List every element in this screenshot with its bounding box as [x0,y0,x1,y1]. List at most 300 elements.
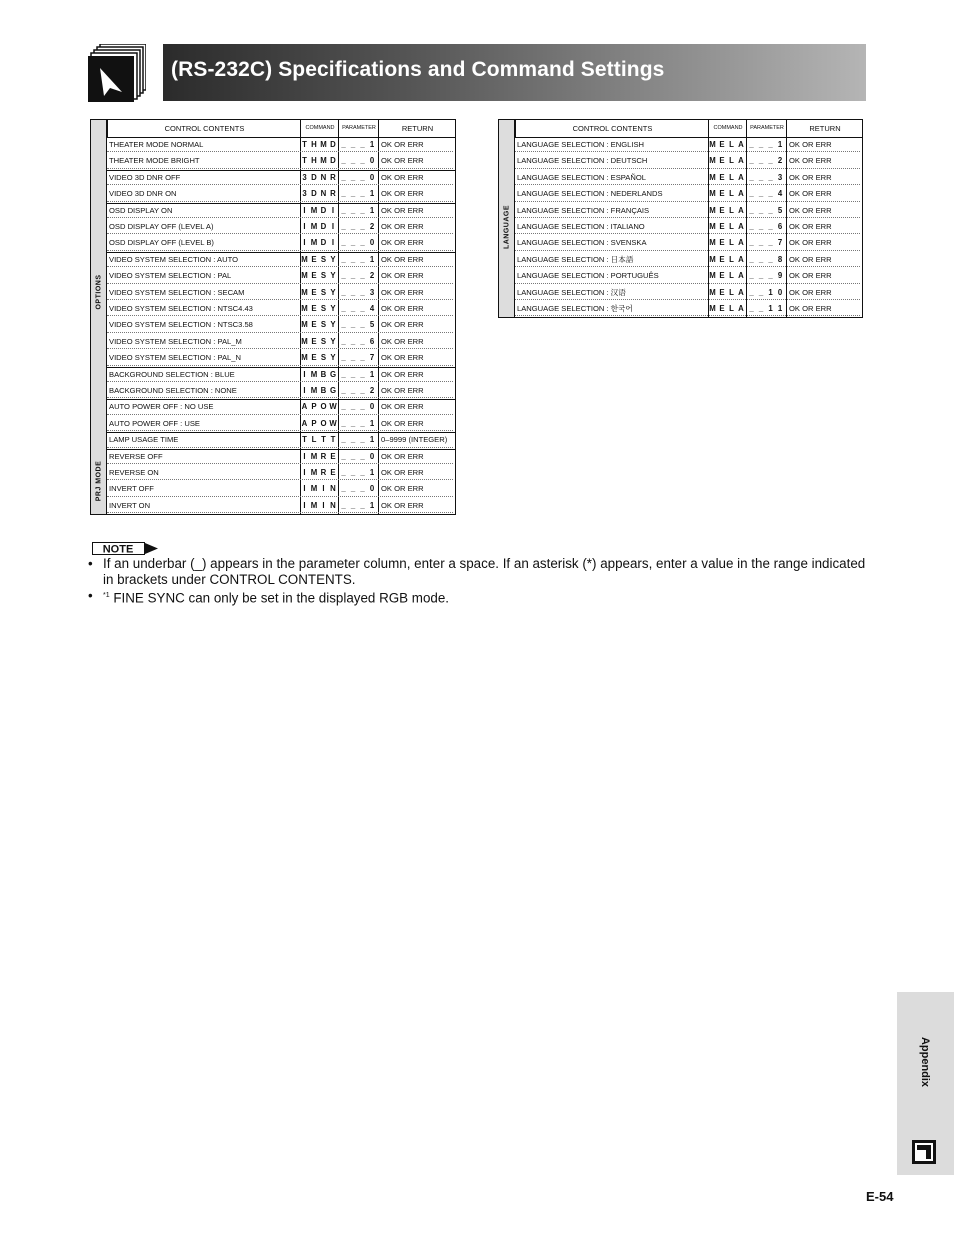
parameter-char: _ [350,353,356,363]
command-char: Y [330,287,336,297]
return-cell: OK OR ERR [381,336,424,346]
table-row [515,301,862,317]
parameter-char: _ [758,156,764,166]
header-parameter: PARAMETER [338,120,379,137]
parameter-char: _ [758,140,764,149]
table-header [499,120,862,138]
parameter-char: 1 [768,287,773,297]
command-char: L [729,172,734,182]
command-char: P [311,402,317,412]
parameter-char: 0 [369,172,375,182]
parameter-char: 1 [369,500,375,510]
note-bullet: • If an underbar (_) appears in the parameter column, enter a space. If an asterisk (*) appears, enter a value in the range indicated in brackets under CONTROL CONTENTS. [88,556,866,587]
control-contents-cell: VIDEO SYSTEM SELECTION : PAL_M [109,336,242,346]
command-char: A [738,140,744,149]
header-return: RETURN [378,120,456,137]
command-char: M [310,386,318,395]
control-contents-cell: THEATER MODE NORMAL [109,140,204,149]
parameter-char: 2 [369,271,375,281]
control-contents-cell: LANGUAGE SELECTION : ESPAÑOL [517,172,646,182]
control-contents-cell: LANGUAGE SELECTION : 日本語 [517,254,634,264]
command-char: A [738,189,744,199]
parameter-char: _ [341,418,346,428]
parameter-char: 0 [369,484,375,494]
parameter-char: 0 [369,402,375,412]
command-char: M [310,500,318,510]
parameter-char: _ [341,386,346,395]
parameter-char: _ [360,451,365,461]
parameter-char: _ [350,451,356,461]
return-cell: OK OR ERR [381,468,424,477]
command-char: A [738,222,744,231]
category-language [499,120,515,317]
table-row [107,481,455,497]
command-char: A [738,238,744,248]
parameter-char: _ [360,205,365,215]
command-char: M [709,205,716,215]
parameter-char: _ [341,222,346,231]
command-char: 3 [302,172,307,182]
parameter-char: _ [350,435,356,445]
return-cell: OK OR ERR [381,369,424,379]
control-contents-cell: AUTO POWER OFF : USE [109,418,200,428]
table-row [107,203,455,219]
command-char: S [320,320,327,330]
parameter-char: _ [360,304,365,313]
parameter-char: _ [350,140,356,149]
command-char: M [310,468,318,477]
parameter-char: _ [341,468,346,477]
parameter-char: _ [360,435,365,445]
table-row [107,186,455,202]
parameter-char: 7 [777,238,783,248]
parameter-char: 0 [369,451,375,461]
parameter-char: _ [360,254,365,264]
command-char: M [709,287,716,297]
parameter-char: _ [350,386,356,395]
command-char: R [320,468,327,477]
parameter-char: 7 [369,353,375,363]
command-char: L [729,287,734,297]
command-char: N [330,484,336,494]
command-char: T [302,140,307,149]
control-contents-cell: VIDEO SYSTEM SELECTION : PAL_N [109,353,241,363]
parameter-char: _ [341,205,346,215]
table-row [107,317,455,333]
parameter-char: 5 [369,320,375,330]
table-row [515,186,862,202]
parameter-char: 1 [369,140,375,149]
parameter-char: _ [341,320,346,330]
parameter-char: _ [341,500,346,510]
parameter-char: 2 [777,156,783,166]
command-char: A [738,304,744,313]
parameter-char: _ [749,189,754,199]
command-char: E [719,222,725,231]
parameter-char: _ [749,304,754,313]
command-char: G [329,369,337,379]
command-char: A [738,287,744,297]
control-contents-cell: INVERT OFF [109,484,154,494]
return-cell: OK OR ERR [381,271,424,281]
command-char: D [311,172,317,182]
command-char: M [310,484,318,494]
return-cell: OK OR ERR [789,304,832,313]
command-char: D [330,140,336,149]
parameter-char: _ [749,140,754,149]
command-char: M [709,189,716,199]
parameter-char: _ [350,238,356,248]
table-row [107,252,455,268]
parameter-char: 5 [777,205,783,215]
language-command-table [498,119,863,318]
command-char: S [320,336,327,346]
command-char: M [301,320,308,330]
control-contents-cell: THEATER MODE BRIGHT [109,156,200,166]
command-char: M [310,369,318,379]
table-row [515,137,862,153]
command-char: S [320,271,327,281]
command-char: Y [330,336,336,346]
group-separator [107,367,455,368]
parameter-char: _ [350,172,356,182]
parameter-char: 8 [777,254,783,264]
parameter-char: _ [360,287,365,297]
command-char: D [320,205,327,215]
parameter-char: _ [749,172,754,182]
parameter-char: 2 [369,222,375,231]
command-char: L [729,304,734,313]
parameter-char: 1 [768,304,773,313]
command-char: E [719,287,725,297]
parameter-char: _ [341,140,346,149]
command-char: W [329,418,337,428]
command-char: I [303,451,306,461]
control-contents-cell: INVERT ON [109,500,151,510]
table-header [91,120,455,138]
control-contents-cell: OSD DISPLAY OFF (LEVEL A) [109,222,214,231]
parameter-char: 1 [369,418,375,428]
control-contents-cell: REVERSE OFF [109,451,163,461]
table-row [107,219,455,235]
command-char: I [303,468,306,477]
command-char: 3 [302,189,307,199]
command-char: M [301,353,308,363]
command-char: Y [330,254,336,264]
parameter-char: _ [360,320,365,330]
command-char: M [301,271,308,281]
return-cell: OK OR ERR [381,484,424,494]
parameter-char: _ [360,172,365,182]
command-char: D [320,238,327,248]
command-char: I [303,386,306,395]
command-char: S [320,254,327,264]
command-char: N [330,500,336,510]
parameter-char: _ [768,140,773,149]
command-char: N [320,172,327,182]
parameter-char: _ [768,172,773,182]
control-contents-cell: LANGUAGE SELECTION : PORTUGUÊS [517,271,659,281]
category-label: PRJ MODE [95,461,102,502]
control-contents-cell: BACKGROUND SELECTION : BLUE [109,369,235,379]
return-cell: OK OR ERR [789,156,832,166]
command-char: A [738,205,744,215]
command-char: H [311,140,317,149]
parameter-char: _ [350,254,356,264]
parameter-char: _ [749,287,754,297]
command-char: E [311,271,317,281]
parameter-char: 4 [369,304,375,313]
table-row [107,416,455,432]
return-cell: OK OR ERR [381,287,424,297]
control-contents-cell: AUTO POWER OFF : NO USE [109,402,214,412]
parameter-char: _ [350,222,356,231]
command-char: M [310,222,318,231]
note-body [88,556,878,606]
parameter-char: 3 [369,287,375,297]
footnote-mark: *1 [103,592,110,599]
command-char: L [729,222,734,231]
parameter-char: _ [350,287,356,297]
parameter-char: 1 [777,140,783,149]
table-row [107,498,455,514]
parameter-char: _ [758,287,764,297]
parameter-char: _ [758,189,764,199]
command-char: D [320,222,327,231]
parameter-char: _ [758,238,764,248]
table-row [515,235,862,251]
parameter-char: _ [768,222,773,231]
command-char: E [311,254,317,264]
command-char: E [330,468,336,477]
table-row [107,350,455,366]
command-char: W [329,402,337,412]
command-char: L [729,254,734,264]
parameter-char: 1 [777,304,783,313]
parameter-char: _ [341,336,346,346]
return-cell: 0–9999 (INTEGER) [381,435,448,445]
parameter-char: _ [350,304,356,313]
table-row [107,399,455,415]
command-char: E [719,304,725,313]
parameter-char: _ [360,402,365,412]
parameter-char: _ [341,402,346,412]
return-cell: OK OR ERR [789,287,832,297]
parameter-char: _ [360,222,365,231]
table-row [107,137,455,153]
return-cell: OK OR ERR [381,189,424,199]
page-number: E-54 [866,1189,894,1204]
command-char: M [709,172,716,182]
command-char: L [729,205,734,215]
section-icon [88,44,146,102]
command-char: L [311,435,317,445]
parameter-char: _ [341,271,346,281]
group-separator [107,170,455,171]
table-row [515,219,862,235]
parameter-char: _ [360,156,365,166]
command-char: E [719,172,725,182]
command-char: M [709,254,716,264]
parameter-char: _ [360,369,365,379]
command-char: I [331,222,335,231]
command-char: A [738,172,744,182]
command-char: I [303,500,306,510]
command-char: M [320,156,327,166]
header-control-contents: CONTROL CONTENTS [107,120,301,137]
command-char: E [311,287,317,297]
control-contents-cell: OSD DISPLAY ON [109,205,173,215]
command-char: S [320,353,327,363]
parameter-char: _ [768,189,773,199]
table-row [107,432,455,448]
command-char: M [301,287,308,297]
parameter-char: 9 [777,271,783,281]
parameter-char: _ [749,238,754,248]
parameter-char: _ [360,484,365,494]
command-char: M [709,156,716,166]
command-char: L [729,189,734,199]
command-char: E [311,320,317,330]
group-separator [107,252,455,253]
parameter-char: _ [341,369,346,379]
appendix-tab [897,992,954,1175]
command-char: D [311,189,317,199]
table-row [515,170,862,186]
parameter-char: _ [758,254,764,264]
category-prj-mode [91,449,107,515]
command-char: I [303,369,306,379]
command-char: M [709,140,716,149]
command-char: M [709,238,716,248]
parameter-char: _ [768,254,773,264]
return-cell: OK OR ERR [789,189,832,199]
command-char: E [719,238,725,248]
command-char: I [303,238,306,248]
parameter-char: _ [768,156,773,166]
control-contents-cell: LAMP USAGE TIME [109,435,179,445]
control-contents-cell: LANGUAGE SELECTION : DEUTSCH [517,156,648,166]
control-contents-cell: LANGUAGE SELECTION : ITALIANO [517,222,645,231]
table-row [107,285,455,301]
control-contents-cell: LANGUAGE SELECTION : ENGLISH [517,140,645,149]
command-char: M [709,222,716,231]
group-separator [107,449,455,450]
return-cell: OK OR ERR [381,222,424,231]
group-separator [107,203,455,204]
command-char: A [738,156,744,166]
table-row [107,465,455,481]
command-char: O [320,418,327,428]
table-row [107,170,455,186]
control-contents-cell: BACKGROUND SELECTION : NONE [109,386,237,395]
command-char: T [302,156,307,166]
command-char: E [311,353,317,363]
command-char: M [310,238,318,248]
command-char: T [302,435,307,445]
parameter-char: 6 [369,336,375,346]
parameter-char: _ [350,500,356,510]
command-char: A [738,271,744,281]
return-cell: OK OR ERR [381,353,424,363]
parameter-char: _ [341,287,346,297]
command-char: E [719,271,725,281]
command-char: B [320,369,327,379]
command-char: E [719,156,725,166]
appendix-label: Appendix [919,1036,931,1088]
parameter-char: 4 [777,189,783,199]
return-cell: OK OR ERR [789,172,832,182]
parameter-char: _ [749,254,754,264]
control-contents-cell: LANGUAGE SELECTION : NEDERLANDS [517,189,663,199]
return-cell: OK OR ERR [381,418,424,428]
control-contents-cell: VIDEO 3D DNR ON [109,189,177,199]
page-title: (RS-232C) Specifications and Command Settings [171,58,665,81]
parameter-char: _ [350,205,356,215]
command-char: M [310,451,318,461]
parameter-char: 1 [369,205,375,215]
command-char: Y [330,353,336,363]
return-cell: OK OR ERR [381,156,424,166]
command-char: Y [330,271,336,281]
command-char: M [310,205,318,215]
table-row [515,203,862,219]
note-label: NOTE [102,543,134,555]
parameter-char: 1 [369,189,375,199]
command-char: M [301,254,308,264]
title-bar [163,44,866,101]
command-char: E [330,451,336,461]
parameter-char: _ [350,336,356,346]
command-char: I [322,484,325,494]
parameter-char: 1 [369,435,375,445]
control-contents-cell: VIDEO SYSTEM SELECTION : NTSC3.58 [109,320,253,330]
parameter-char: _ [360,386,365,395]
category-options [91,120,107,449]
return-cell: OK OR ERR [381,172,424,182]
return-cell: OK OR ERR [789,254,832,264]
header-parameter: PARAMETER [746,120,787,137]
command-char: G [329,386,337,395]
command-char: D [330,156,336,166]
parameter-char: _ [758,205,764,215]
control-contents-cell: VIDEO SYSTEM SELECTION : PAL [109,271,232,281]
parameter-char: _ [350,484,356,494]
parameter-char: _ [341,435,346,445]
return-cell: OK OR ERR [789,271,832,281]
parameter-char: _ [360,140,365,149]
parameter-char: 6 [777,222,783,231]
parameter-char: _ [350,189,356,199]
control-contents-cell: LANGUAGE SELECTION : 한국어 [517,304,633,313]
command-char: M [709,304,716,313]
parameter-char: _ [350,320,356,330]
control-contents-cell: LANGUAGE SELECTION : SVENSKA [517,238,647,248]
parameter-char: _ [768,271,773,281]
parameter-char: _ [341,238,346,248]
command-char: N [320,189,327,199]
parameter-char: _ [341,353,346,363]
command-char: R [330,189,336,199]
command-char: M [320,140,327,149]
parameter-char: _ [341,189,346,199]
control-contents-cell: VIDEO SYSTEM SELECTION : SECAM [109,287,245,297]
header-return: RETURN [786,120,863,137]
parameter-char: _ [360,336,365,346]
command-char: Y [330,304,336,313]
command-char: R [320,451,327,461]
command-char: Y [330,320,336,330]
